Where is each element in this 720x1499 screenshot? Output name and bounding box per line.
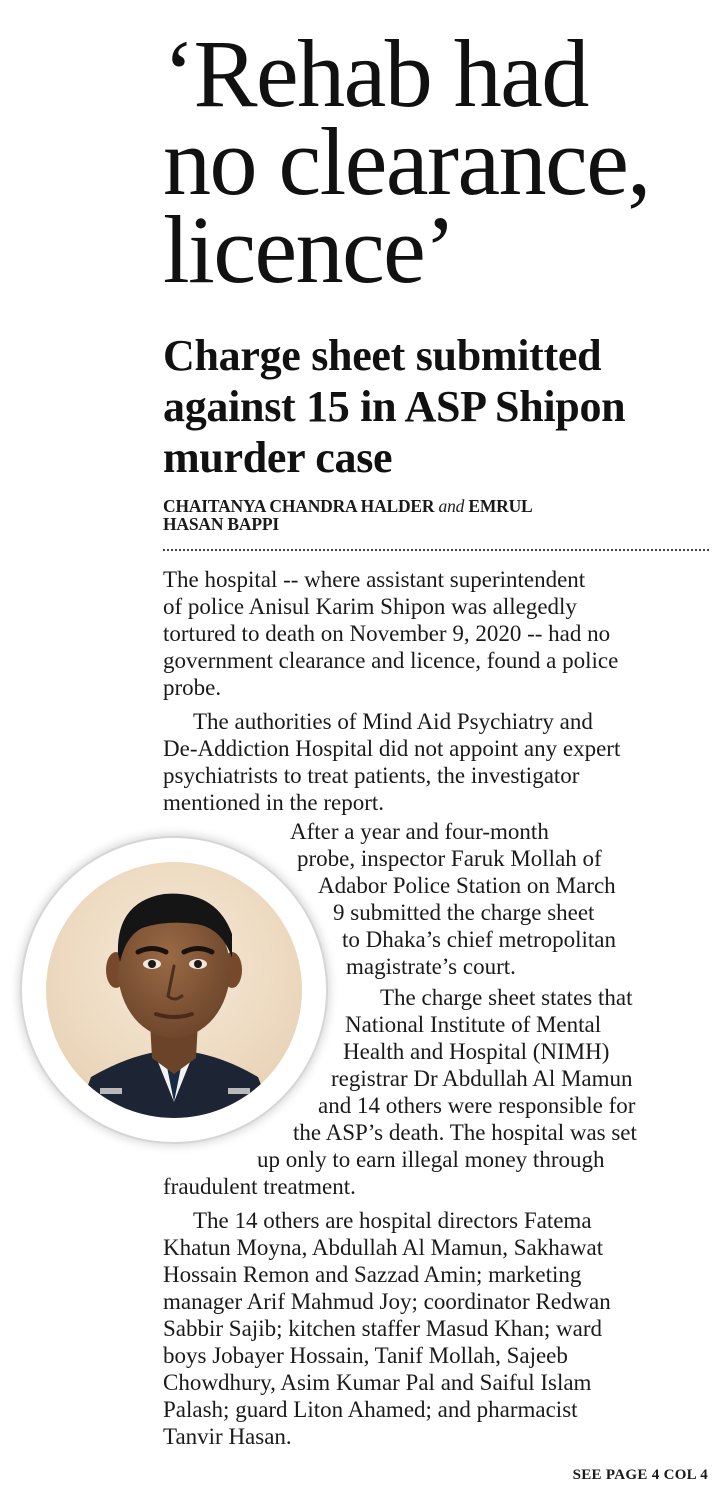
dotted-divider: [163, 549, 709, 551]
subheadline: [163, 330, 711, 483]
text-line: The 14 others are hospital directors Fatema: [193, 1208, 592, 1233]
continuation-note: SEE PAGE 4 COL 4: [572, 1467, 708, 1483]
headline-line: licence’: [163, 196, 455, 303]
headline-line: ‘Rehab had: [163, 20, 588, 127]
text-line: Khatun Moyna, Abdullah Al Mamun, Sakhawat: [163, 1235, 604, 1260]
text-line: Adabor Police Station on March: [318, 873, 616, 898]
byline-line-1: [163, 497, 711, 515]
text-line: and 14 others were responsible for: [318, 1093, 636, 1118]
text-line: The authorities of Mind Aid Psychiatry and: [193, 709, 593, 734]
headline: [163, 20, 711, 303]
text-line: tortured to death on November 9, 2020 -- had no: [163, 621, 611, 646]
text-line: up only to earn illegal money through: [257, 1147, 605, 1172]
text-line: Tanvir Hasan.: [163, 1424, 292, 1449]
byline: [163, 497, 711, 533]
text-line: registrar Dr Abdullah Al Mamun: [331, 1066, 633, 1091]
subheadline-line: against 15 in ASP Shipon: [163, 382, 626, 431]
text-line: mentioned in the report.: [163, 790, 384, 815]
text-line: The charge sheet states that: [380, 985, 633, 1010]
text-line: psychiatrists to treat patients, the investigator: [163, 763, 580, 788]
text-line: probe.: [163, 675, 222, 700]
text-line: 9 submitted the charge sheet: [333, 900, 595, 925]
author-1: CHAITANYA CHANDRA HALDER: [163, 496, 435, 516]
text-line: After a year and four-month: [290, 819, 549, 844]
text-line: Palash; guard Liton Ahamed; and pharmacist: [163, 1397, 578, 1422]
text-line: manager Arif Mahmud Joy; coordinator Redwan: [163, 1289, 611, 1314]
text-line: to Dhaka’s chief metropolitan: [342, 927, 617, 952]
text-line: boys Jobayer Hossain, Tanif Mollah, Sajeeb: [163, 1343, 568, 1368]
text-line: magistrate’s court.: [346, 954, 516, 979]
text-line: fraudulent treatment.: [163, 1174, 356, 1199]
portrait-photo: [22, 838, 326, 1142]
text-line: Hossain Remon and Sazzad Amin; marketing: [163, 1262, 582, 1287]
headline-line: no clearance,: [163, 108, 650, 215]
text-line: National Institute of Mental: [345, 1012, 602, 1037]
text-line: Sabbir Sajib; kitchen staffer Masud Khan; ward: [163, 1316, 603, 1341]
text-line: probe, inspector Faruk Mollah of: [297, 846, 602, 871]
text-line: the ASP’s death. The hospital was set: [293, 1120, 637, 1145]
subheadline-line: murder case: [163, 433, 393, 482]
subheadline-line: Charge sheet submitted: [163, 331, 602, 380]
text-line: of police Anisul Karim Shipon was allegedly: [163, 594, 577, 619]
portrait-image: [46, 862, 302, 1118]
author-2-first: EMRUL: [468, 496, 533, 516]
author-2-rest: HASAN BAPPI: [163, 514, 279, 534]
byline-conjunction: and: [438, 496, 465, 516]
text-line: government clearance and licence, found a police: [163, 648, 619, 673]
text-line: Health and Hospital (NIMH): [343, 1039, 610, 1064]
text-line: De-Addiction Hospital did not appoint any expert: [163, 736, 621, 761]
text-line: The hospital -- where assistant superintendent: [163, 567, 586, 592]
text-line: Chowdhury, Asim Kumar Pal and Saiful Islam: [163, 1370, 592, 1395]
